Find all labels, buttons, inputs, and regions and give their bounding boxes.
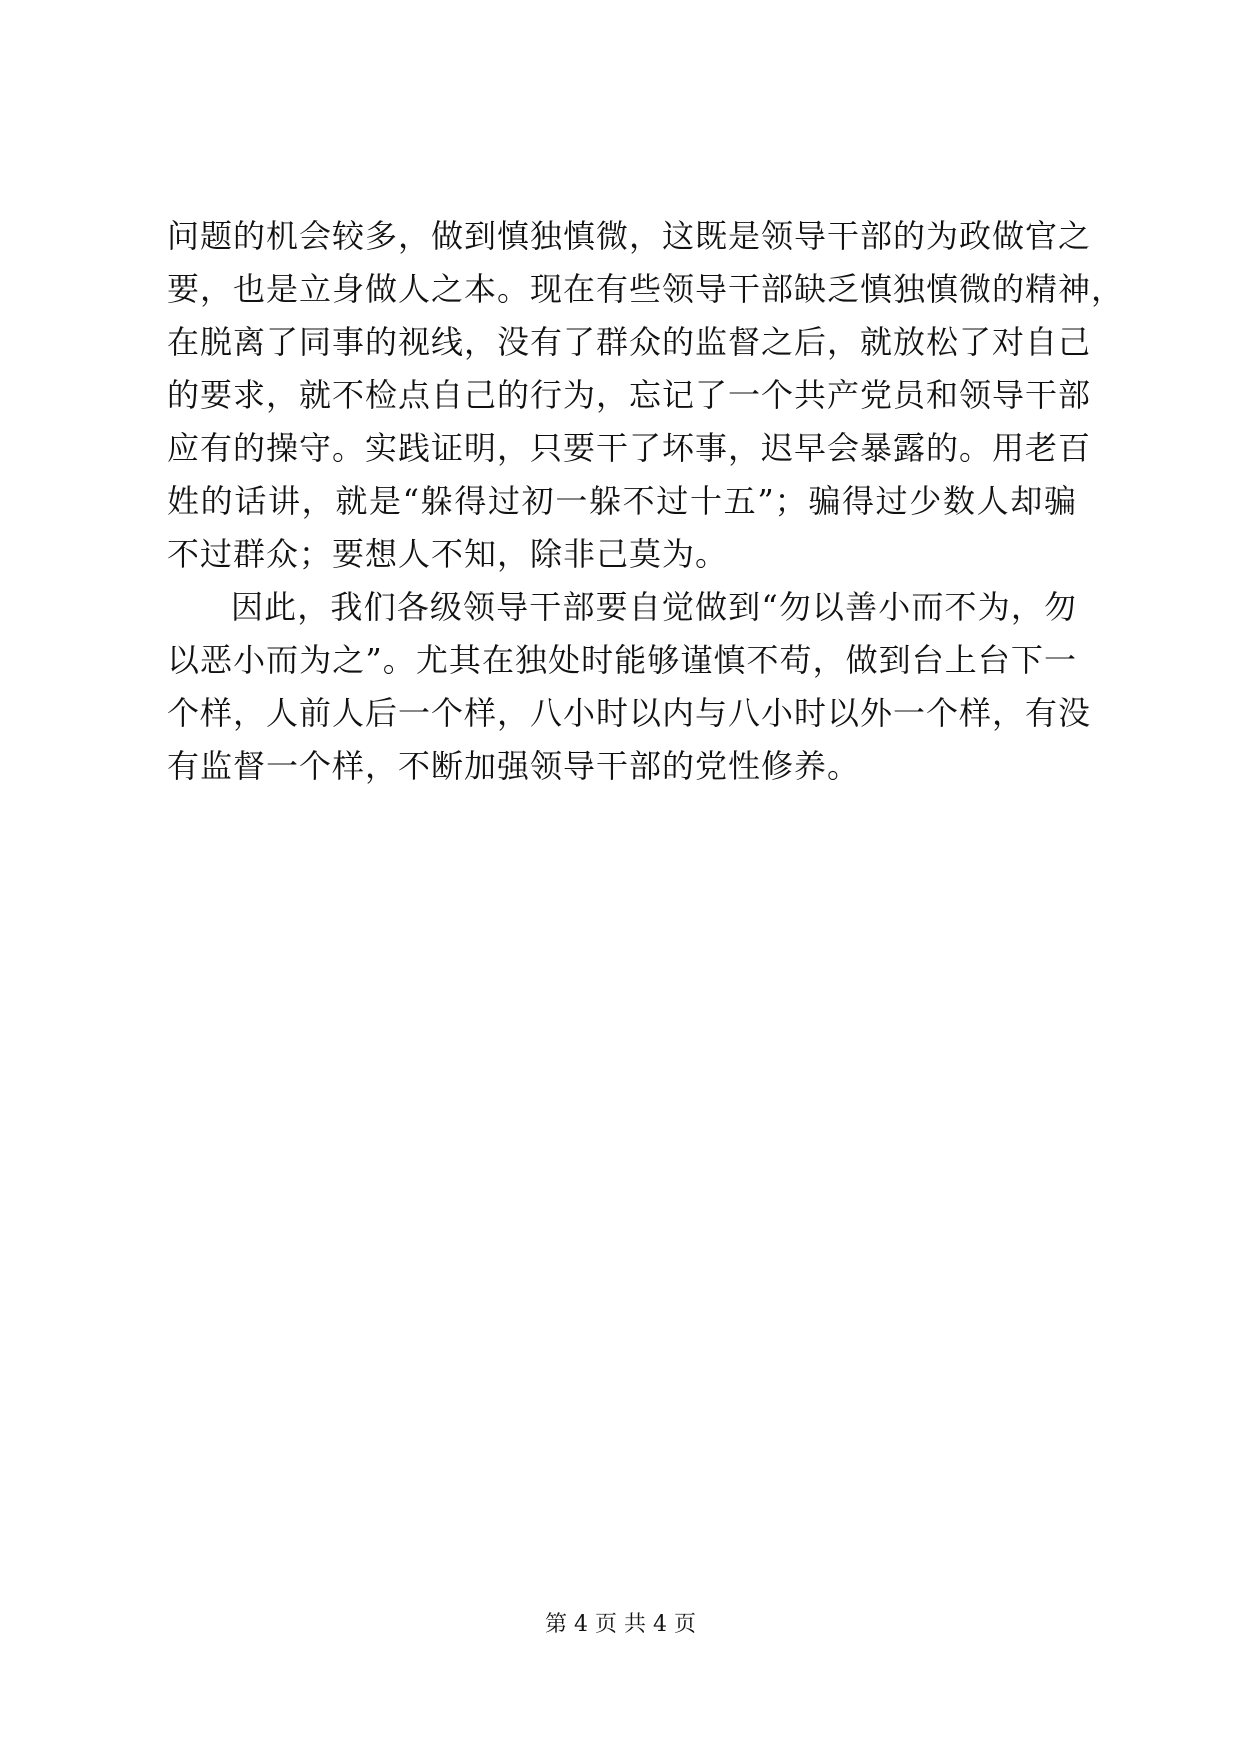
page-number: 第 4 页 共 4 页 xyxy=(545,1612,696,1637)
text-line: 有监督一个样，不断加强领导干部的党性修养。 xyxy=(167,747,861,785)
text-line: 应有的操守。实践证明，只要干了坏事，迟早会暴露的。用老百 xyxy=(167,429,1092,467)
text-line: 不过群众；要想人不知，除非己莫为。 xyxy=(167,535,729,573)
text-line: 姓的话讲，就是“躲得过初一躲不过十五”；骗得过少数人却骗 xyxy=(167,482,1077,520)
text-line: 个样，人前人后一个样，八小时以内与八小时以外一个样，有没 xyxy=(167,694,1092,732)
text-line: 以恶小而为之”。尤其在独处时能够谨慎不苟，做到台上台下一 xyxy=(167,641,1077,679)
text-line: 问题的机会较多，做到慎独慎微，这既是领导干部的为政做官之 xyxy=(167,217,1092,255)
text-line: 因此，我们各级领导干部要自觉做到“勿以善小而不为，勿 xyxy=(231,588,1077,626)
text-line: 要，也是立身做人之本。现在有些领导干部缺乏慎独慎微的精神， xyxy=(167,270,1125,308)
document-body xyxy=(167,210,1125,793)
text-line: 在脱离了同事的视线，没有了群众的监督之后，就放松了对自己 xyxy=(167,323,1092,361)
text-line: 的要求，就不检点自己的行为，忘记了一个共产党员和领导干部 xyxy=(167,376,1092,414)
